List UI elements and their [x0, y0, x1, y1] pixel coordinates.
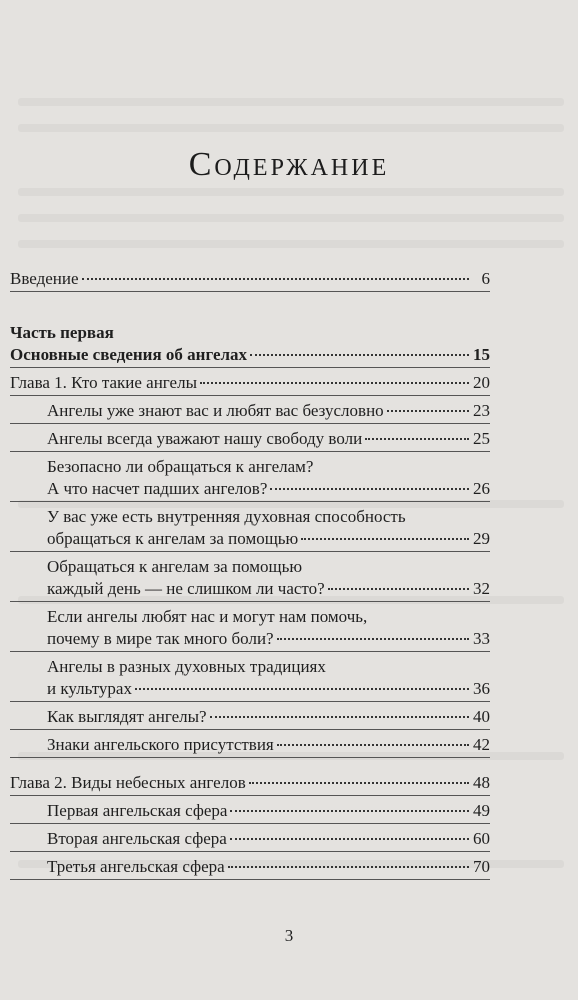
divider	[10, 729, 490, 730]
toc-entry[interactable]	[10, 628, 490, 650]
toc-entry[interactable]	[10, 856, 490, 878]
toc-entry-label: почему в мире так много боли?	[47, 629, 274, 648]
leader-dots	[82, 278, 469, 280]
leader-dots	[249, 782, 469, 784]
page-title: Содержание	[188, 146, 390, 183]
divider	[10, 367, 490, 368]
divider	[10, 701, 490, 702]
toc-page-number: 33	[473, 629, 490, 648]
toc-entry-label: У вас уже есть внутренняя духовная способность	[47, 507, 406, 526]
toc-page-number: 60	[473, 829, 490, 848]
leader-dots	[387, 410, 469, 412]
show-through-line	[18, 214, 564, 222]
leader-dots	[228, 866, 469, 868]
show-through-line	[18, 188, 564, 196]
leader-dots	[250, 354, 469, 356]
toc-page-number: 29	[473, 529, 490, 548]
toc-entry-label: и культурах	[47, 679, 132, 698]
toc-entry-label: Знаки ангельского присутствия	[47, 735, 274, 754]
toc-page-number: 6	[481, 269, 490, 288]
toc-entry-label: Ангелы уже знают вас и любят вас безусловно	[47, 401, 384, 420]
toc-page-number: 70	[473, 857, 490, 876]
divider	[10, 395, 490, 396]
divider	[10, 501, 490, 502]
toc-entry-label: Как выглядят ангелы?	[47, 707, 207, 726]
toc-entry[interactable]	[10, 734, 490, 756]
toc-entry-label: Первая ангельская сфера	[47, 801, 228, 820]
toc-entry-label: Глава 1. Кто такие ангелы	[10, 373, 197, 392]
show-through-line	[18, 98, 564, 106]
toc-entry-label: Ангелы в разных духовных традициях	[47, 657, 326, 676]
toc-page-number: 36	[473, 679, 490, 698]
toc-page-number: 23	[473, 401, 490, 420]
leader-dots	[277, 744, 469, 746]
toc-entry-label: Вторая ангельская сфера	[47, 829, 227, 848]
toc-entry-label: Третья ангельская сфера	[47, 857, 225, 876]
toc-page-number: 26	[473, 479, 490, 498]
toc-page-number: 49	[473, 801, 490, 820]
toc-entry[interactable]	[10, 428, 490, 450]
part-heading: Часть первая	[10, 323, 114, 342]
toc-page-number: 40	[473, 707, 490, 726]
toc-entry-part[interactable]	[10, 344, 490, 366]
toc-entry-label: Глава 2. Виды небесных ангелов	[10, 773, 246, 792]
leader-dots	[135, 688, 469, 690]
leader-dots	[230, 838, 469, 840]
leader-dots	[365, 438, 469, 440]
toc-page-number: 32	[473, 579, 490, 598]
toc-entry-label: Безопасно ли обращаться к ангелам?	[47, 457, 314, 476]
toc-page-number: 20	[473, 373, 490, 392]
leader-dots	[270, 488, 469, 490]
toc-entry[interactable]	[10, 706, 490, 728]
toc-entry-label: Если ангелы любят нас и могут нам помочь,	[47, 607, 368, 626]
toc-page-number: 25	[473, 429, 490, 448]
toc-entry[interactable]	[10, 828, 490, 850]
divider	[10, 291, 490, 292]
leader-dots	[200, 382, 469, 384]
divider	[10, 451, 490, 452]
toc-entry-label: каждый день — не слишком ли часто?	[47, 579, 325, 598]
toc-entry[interactable]	[10, 678, 490, 700]
toc-entry[interactable]	[10, 578, 490, 600]
leader-dots	[230, 810, 469, 812]
divider	[10, 601, 490, 602]
toc-entry-label: Ангелы всегда уважают нашу свободу воли	[47, 429, 363, 448]
toc-entry-intro[interactable]	[10, 268, 490, 290]
toc-entry-label: Обращаться к ангелам за помощью	[47, 557, 303, 576]
toc-entry[interactable]	[10, 800, 490, 822]
divider	[10, 795, 490, 796]
toc-entry-label: обращаться к ангелам за помощью	[47, 529, 299, 548]
toc-entry-label: Введение	[10, 269, 79, 288]
table-of-contents	[10, 268, 490, 884]
toc-entry-label: А что насчет падших ангелов?	[47, 479, 268, 498]
toc-entry-chapter-2[interactable]	[10, 772, 490, 794]
leader-dots	[301, 538, 469, 540]
toc-entry[interactable]	[10, 400, 490, 422]
show-through-line	[18, 240, 564, 248]
show-through-line	[18, 124, 564, 132]
divider	[10, 551, 490, 552]
page-number: 3	[284, 926, 294, 945]
toc-page-number: 48	[473, 773, 490, 792]
toc-page-number: 15	[473, 345, 490, 364]
leader-dots	[210, 716, 469, 718]
toc-entry-chapter-1[interactable]	[10, 372, 490, 394]
divider	[10, 651, 490, 652]
toc-entry-label: Основные сведения об ангелах	[10, 345, 248, 364]
divider	[10, 851, 490, 852]
toc-entry[interactable]	[10, 478, 490, 500]
divider	[10, 823, 490, 824]
leader-dots	[277, 638, 469, 640]
divider	[10, 423, 490, 424]
divider	[10, 879, 490, 880]
leader-dots	[328, 588, 469, 590]
toc-page-number: 42	[473, 735, 490, 754]
toc-entry[interactable]	[10, 528, 490, 550]
divider	[10, 757, 490, 758]
